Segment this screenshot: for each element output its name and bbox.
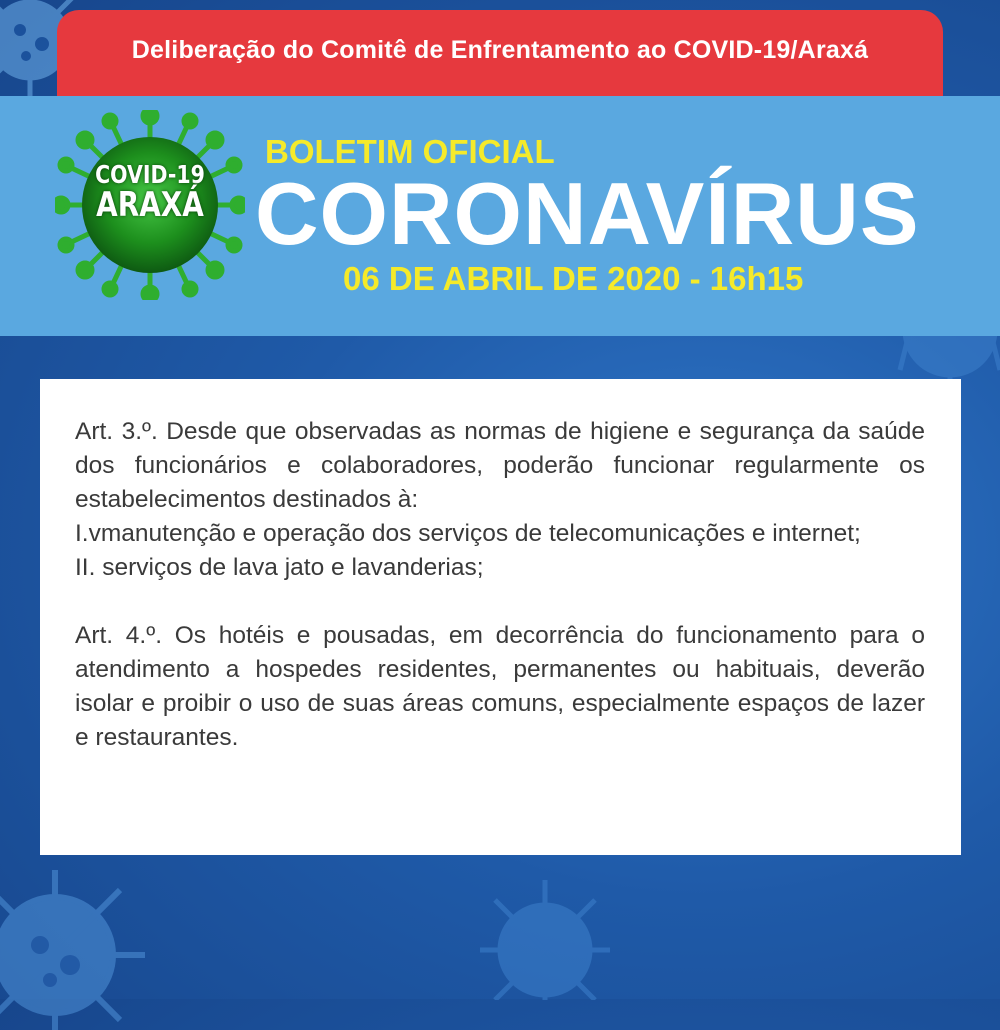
list-item: II. serviços de lava jato e lavanderias; xyxy=(75,554,484,581)
badge-label xyxy=(55,162,245,224)
subtitle: BOLETIM OFICIAL xyxy=(265,133,555,170)
virus-icon xyxy=(470,870,620,1000)
top-banner xyxy=(57,10,943,96)
badge-line1: COVID-19 xyxy=(95,160,205,189)
virus-icon xyxy=(0,860,160,1030)
bulletin-date: 06 DE ABRIL DE 2020 - 16h15 xyxy=(343,260,804,297)
article-4: Art. 4.º. Os hotéis e pousadas, em decorrência do funcionamento para o atendimento a hospedes residentes, permanentes ou habituais, deverão isolar e proibir o uso de suas áreas comuns, especialmente espaços de lazer e restaurantes. xyxy=(75,622,925,751)
content-card xyxy=(40,379,961,855)
banner-text: Deliberação do Comitê de Enfrentamento ao COVID-19/Araxá xyxy=(131,35,869,64)
article-3: Art. 3.º. Desde que observadas as normas de higiene e segurança da saúde dos funcionários e colaboradores, poderão funcionar regularmente os estabelecimentos destinados à: xyxy=(75,418,925,513)
page-title: CORONAVÍRUS xyxy=(255,164,920,263)
list-item: I.vmanutenção e operação dos serviços de telecomunicações e internet; xyxy=(75,520,861,547)
badge-line2: ARAXÁ xyxy=(96,185,204,226)
